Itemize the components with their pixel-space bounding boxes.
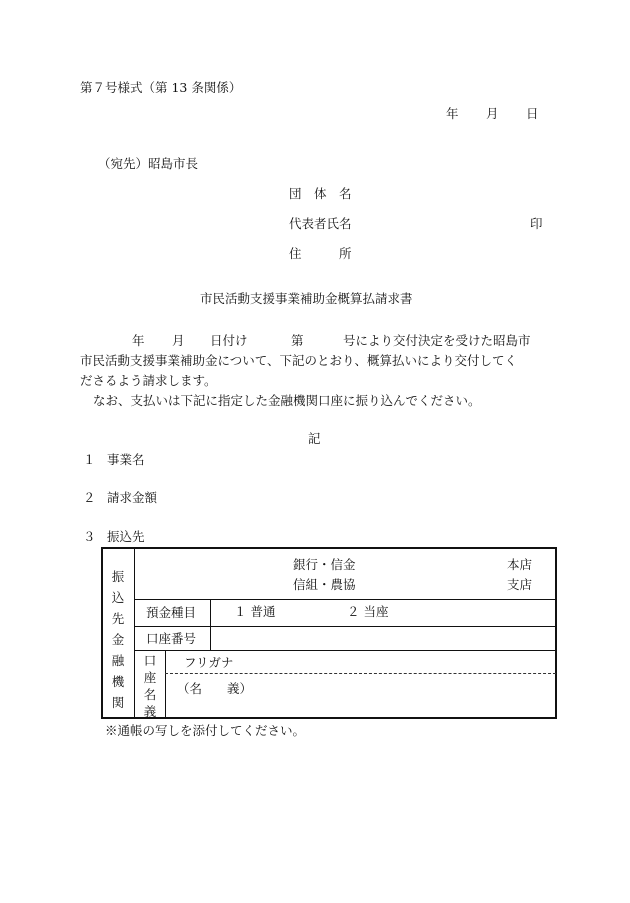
body-line1-rest: 号により交付決定を受けた昭島市	[343, 333, 531, 348]
bank-types-2: 信組・農協	[293, 577, 356, 592]
body-line4: なお、支払いは下記に指定した金融機関口座に振り込んでください。	[93, 393, 481, 408]
item-1-label: 事業名	[107, 452, 145, 467]
furigana-dashed-line	[165, 673, 556, 674]
account-number-label: 口座番号	[146, 631, 197, 646]
row-divider-3	[134, 650, 556, 651]
holder-name-label: （名 義）	[177, 681, 253, 696]
side-divider	[134, 548, 135, 718]
item-3-label: 振込先	[107, 529, 145, 544]
head-office-label: 本店	[507, 557, 533, 572]
label-divider	[210, 599, 211, 650]
side-label-vertical: 振 込 先 金 融 機 関	[111, 569, 125, 710]
org-name-label: 団 体 名	[289, 186, 352, 201]
body-line2: 市民活動支援事業補助金について、下記のとおり、概算払いにより交付してく	[80, 353, 518, 368]
item-2-label: 請求金額	[107, 490, 158, 505]
address-label: 住 所	[289, 246, 352, 261]
bank-types-1: 銀行・信金	[293, 557, 356, 572]
furigana-label: フリガナ	[184, 655, 234, 670]
body-month: 月	[172, 333, 185, 348]
item-1-number: １	[83, 452, 96, 467]
account-type-ordinary: １ 普通	[234, 604, 276, 619]
branch-label: 支店	[507, 577, 533, 592]
account-type-current: ２ 当座	[347, 604, 389, 619]
document-title: 市民活動支援事業補助金概算払請求書	[200, 291, 413, 306]
item-2-number: ２	[83, 490, 96, 505]
item-3-number: ３	[83, 529, 96, 544]
holder-label-vertical: 口 座 名 義	[143, 653, 157, 719]
date-month: 月	[486, 106, 499, 121]
body-year: 年	[132, 333, 145, 348]
date-day: 日	[526, 106, 539, 121]
rep-name-label: 代表者氏名	[289, 216, 352, 231]
body-line3: ださるよう請求します。	[80, 373, 217, 388]
ki-heading: 記	[308, 431, 321, 446]
date-year: 年	[446, 106, 459, 121]
attachment-note: ※通帳の写しを添付してください。	[105, 723, 306, 738]
form-number: 第７号様式（第 13 条関係）	[80, 80, 242, 95]
seal-mark: 印	[530, 216, 543, 231]
addressee: （宛先）昭島市長	[98, 156, 199, 171]
body-day: 日付け	[210, 333, 248, 348]
account-type-label: 預金種目	[146, 605, 197, 620]
holder-divider	[165, 650, 166, 718]
row-divider-1	[134, 599, 556, 600]
body-dai: 第	[291, 333, 304, 348]
row-divider-2	[134, 626, 556, 627]
